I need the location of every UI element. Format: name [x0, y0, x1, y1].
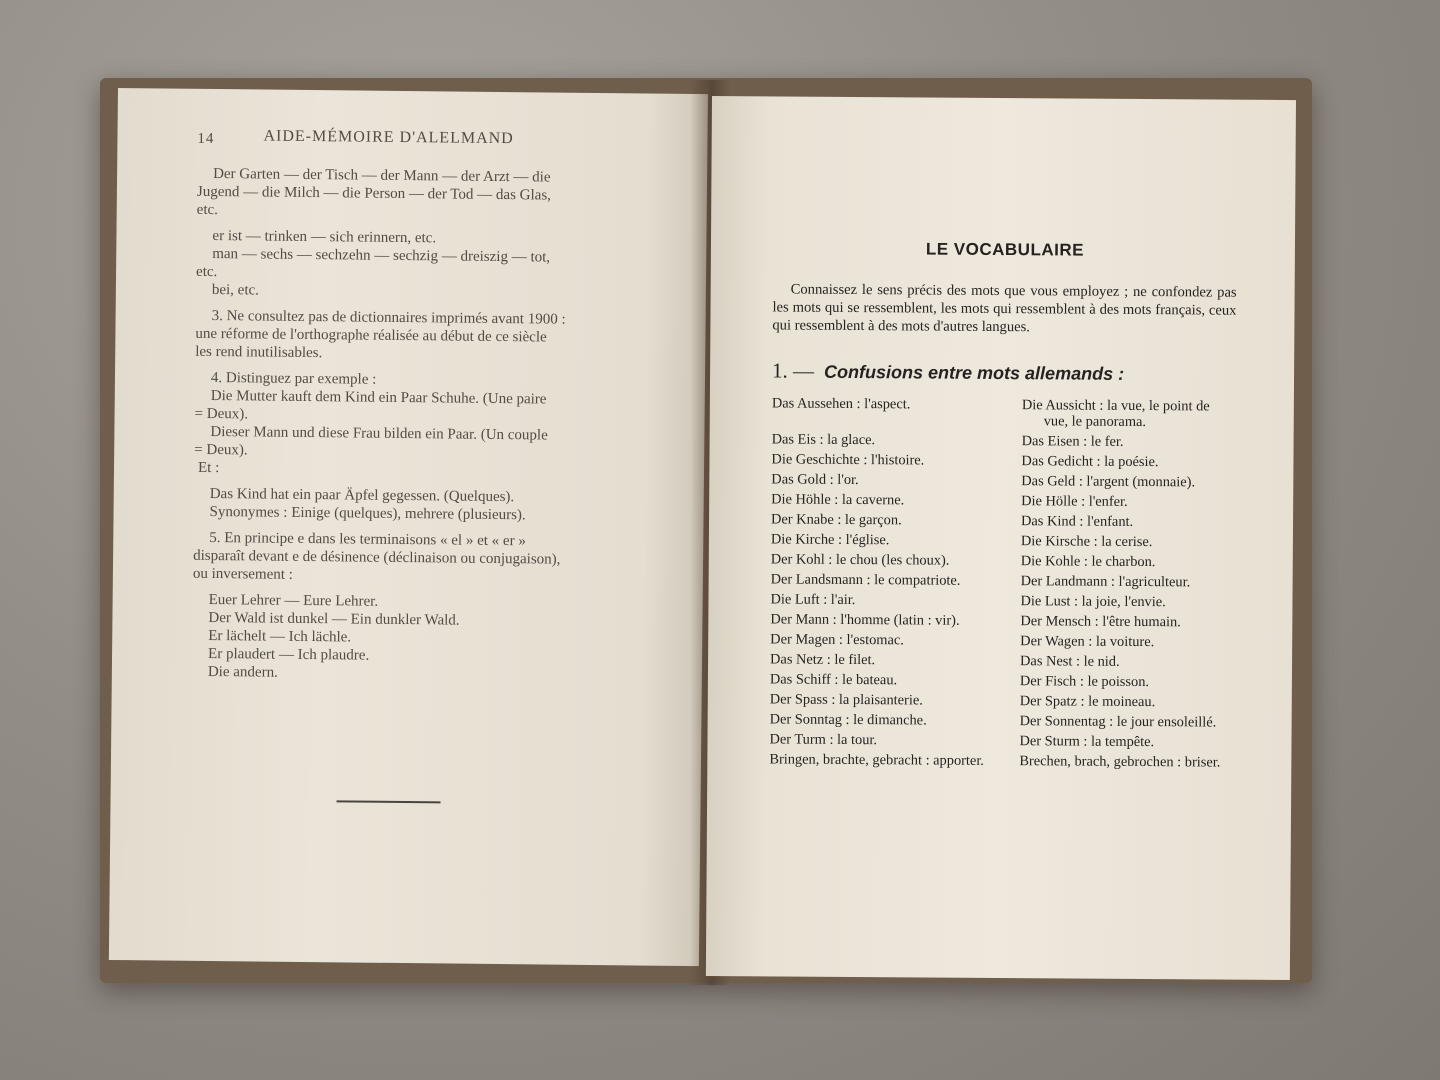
- vocab-entry-right: Die Kohle : le charbon.: [1020, 553, 1156, 571]
- section-number: 1. —: [772, 358, 815, 383]
- vocab-entry-right: Der Sturm : la tempête.: [1019, 733, 1155, 751]
- vocab-entry-left: Der Landsmann : le compatriote.: [770, 571, 961, 589]
- text-line: etc.: [195, 263, 218, 281]
- text-line: = Deux).: [194, 405, 249, 423]
- vocab-entry-right: Das Geld : l'argent (monnaie).: [1021, 473, 1196, 491]
- right-page: [706, 96, 1296, 980]
- left-page: [109, 88, 708, 966]
- vocab-entry-left: Bringen, brachte, gebracht : apporter.: [769, 751, 984, 769]
- text-line: Der Garten — der Tisch — der Mann — der Arzt — die: [213, 166, 551, 186]
- vocab-entry-right: Der Landmann : l'agriculteur.: [1020, 573, 1191, 591]
- text-line: les rend inutilisables.: [195, 343, 323, 362]
- text-line: Das Kind hat ein paar Äpfel gegessen. (Quelques).: [209, 485, 515, 506]
- vocab-entry-right: Brechen, brach, gebrochen : briser.: [1019, 753, 1221, 771]
- text-line: 5. En principe e dans les terminaisons « el » et « er »: [209, 529, 526, 550]
- vocab-entry-right: Die Aussicht : la vue, le point de vue, le panorama.: [1021, 397, 1210, 431]
- vocab-entry-left: Das Schiff : le bateau.: [769, 671, 898, 689]
- vocab-entry-right: Die Kirsche : la cerise.: [1020, 533, 1153, 551]
- vocab-entry-left: Das Gold : l'or.: [771, 471, 859, 489]
- intro-paragraph: Connaissez le sens précis des mots que vous employez ; ne confondez pas les mots qui se ressemblent, les mots qui ressemblent à des mots français, ceux qui ressemblent à des mots d'autres langues.: [772, 281, 1237, 336]
- section-heading: [772, 358, 1236, 386]
- text-line: disparaît devant e de désinence (déclinaison ou conjugaison),: [193, 547, 561, 568]
- vocab-entry-left: Der Magen : l'estomac.: [770, 631, 904, 649]
- vocab-entry-left: Der Spass : la plaisanterie.: [769, 691, 923, 709]
- vocab-entry-right: Die Lust : la joie, l'envie.: [1020, 593, 1166, 611]
- vocab-entry-left: Das Netz : le filet.: [770, 651, 876, 669]
- page-number: 14: [197, 130, 215, 148]
- text-line: etc.: [196, 201, 219, 219]
- vocab-entry-left: Das Eis : la glace.: [771, 431, 876, 449]
- text-line: ou inversement :: [192, 565, 293, 583]
- vocab-entry-left: Der Sonntag : le dimanche.: [769, 711, 927, 729]
- text-line: = Deux).: [194, 441, 248, 459]
- vocab-entry-left: Der Knabe : le garçon.: [770, 511, 902, 529]
- vocab-entry-right: Das Eisen : le fer.: [1021, 433, 1124, 450]
- text-line: Er lächelt — Ich lächle.: [208, 627, 352, 646]
- vocab-entry-left: Die Luft : l'air.: [770, 591, 856, 609]
- vocab-entry-right: Das Nest : le nid.: [1020, 653, 1120, 670]
- left-page-body: [192, 165, 653, 686]
- text-line: Dieser Mann und diese Frau bilden ein Paar. (Un couple: [210, 423, 548, 444]
- text-line: Der Wald ist dunkel — Ein dunkler Wald.: [208, 609, 460, 629]
- vocab-entry-right: Das Kind : l'enfant.: [1020, 513, 1134, 530]
- vocab-entry-right: Der Wagen : la voiture.: [1020, 633, 1155, 651]
- vocab-entry-right: Der Fisch : le poisson.: [1019, 673, 1150, 691]
- text-line: man — sechs — sechzehn — sechzig — dreiszig — tot,: [212, 245, 551, 266]
- vocab-entry-left: Der Mann : l'homme (latin : vir).: [770, 611, 960, 629]
- text-line: Die andern.: [207, 663, 278, 681]
- vocab-entry-left: Der Kohl : le chou (les choux).: [770, 551, 950, 569]
- text-line: une réforme de l'orthographe réalisée au début de ce siècle: [195, 325, 547, 346]
- text-line: 4. Distinguez par exemple :: [210, 369, 377, 388]
- text-line: 3. Ne consultez pas de dictionnaires imprimés avant 1900 :: [211, 307, 566, 328]
- text-line: Synonymes : Einige (quelques), mehrere (plusieurs).: [209, 503, 526, 524]
- text-line: Jugend — die Milch — die Person — der Tod — das Glas,: [196, 183, 552, 204]
- vocab-entry-right: Der Mensch : l'être humain.: [1020, 613, 1181, 631]
- text-line: bei, etc.: [211, 281, 260, 299]
- running-title: AIDE-MÉMOIRE D'ALELMAND: [263, 127, 514, 148]
- section-title: Confusions entre mots allemands :: [824, 361, 1125, 384]
- vocab-entry-left: Die Höhle : la caverne.: [771, 491, 905, 509]
- text-line: Euer Lehrer — Eure Lehrer.: [208, 591, 379, 610]
- text-line: Et :: [197, 459, 220, 477]
- chapter-title: LE VOCABULAIRE: [925, 239, 1085, 260]
- vocab-entry-left: Die Geschichte : l'histoire.: [771, 451, 925, 469]
- vocab-entry-left: Die Kirche : l'église.: [770, 531, 890, 549]
- vocab-entry-left: Der Turm : la tour.: [769, 731, 878, 749]
- running-header: [197, 127, 653, 160]
- vocab-entry-right: Die Hölle : l'enfer.: [1021, 493, 1128, 510]
- text-line: er ist — trinken — sich erinnern, etc.: [212, 227, 437, 247]
- vocab-entry-right: Das Gedicht : la poésie.: [1021, 453, 1159, 471]
- end-rule: [337, 800, 441, 803]
- vocab-entry-right: Der Spatz : le moineau.: [1019, 693, 1156, 711]
- text-line: Er plaudert — Ich plaudre.: [207, 645, 370, 664]
- vocab-entry-left: Das Aussehen : l'aspect.: [771, 395, 911, 413]
- text-line: Die Mutter kauft dem Kind ein Paar Schuhe. (Une paire: [210, 387, 547, 408]
- vocabulary-table: [769, 395, 1236, 770]
- vocab-entry-right: Der Sonnentag : le jour ensoleillé.: [1019, 713, 1217, 731]
